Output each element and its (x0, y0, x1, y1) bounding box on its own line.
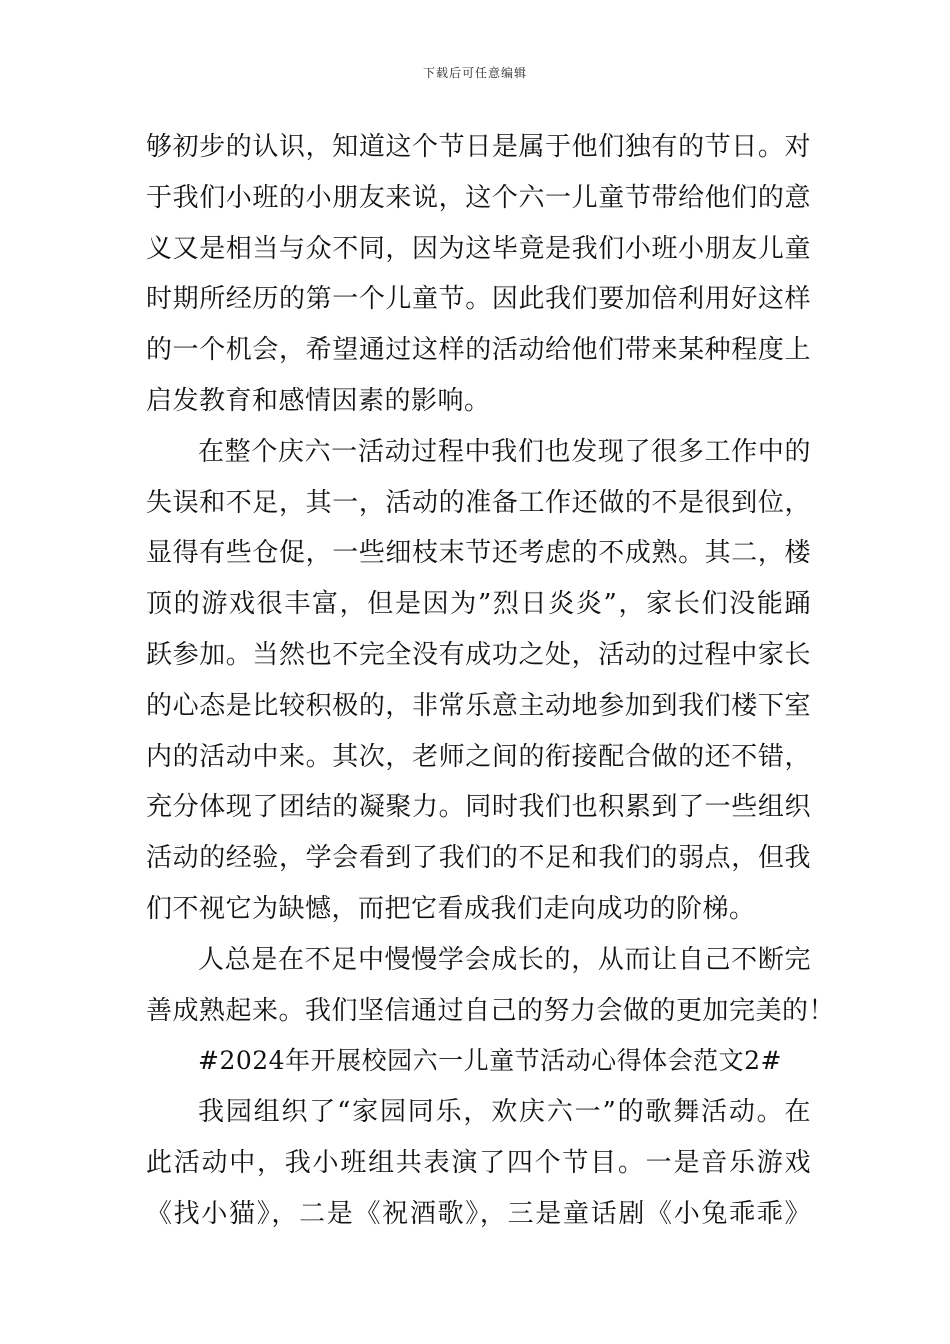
text-line: 的一个机会，希望通过这样的活动给他们带来某种程度上 (146, 335, 811, 366)
text-line: 义又是相当与众不同，因为这毕竟是我们小班小朋友儿童 (146, 233, 811, 264)
section-heading: #2024年开展校园六一儿童节活动心得体会范文2# (198, 1046, 782, 1076)
text-line: 充分体现了团结的凝聚力。同时我们也积累到了一些组织 (146, 792, 811, 823)
text-line: 此活动中，我小班组共表演了四个节目。一是音乐游戏 (146, 1147, 811, 1178)
text-line: 启发教育和感情因素的影响。 (146, 385, 491, 416)
text-line: 善成熟起来。我们坚信通过自己的努力会做的更加完美的！ (146, 995, 836, 1026)
paragraph-start-line: 人总是在不足中慢慢学会成长的，从而让自己不断完 (198, 944, 811, 975)
document-body (146, 122, 836, 1240)
text-line: 内的活动中来。其次，老师之间的衔接配合做的还不错， (146, 741, 811, 772)
text-line: 时期所经历的第一个儿童节。因此我们要加倍利用好这样 (146, 284, 811, 315)
page-header-note: 下载后可任意编辑 (422, 66, 527, 80)
text-line: 顶的游戏很丰富，但是因为”烈日炎炎”，家长们没能踊 (146, 589, 811, 620)
paragraph-start-line: 在整个庆六一活动过程中我们也发现了很多工作中的 (198, 436, 811, 467)
text-line: 跃参加。当然也不完全没有成功之处，活动的过程中家长 (146, 639, 811, 670)
text-line: 于我们小班的小朋友来说，这个六一儿童节带给他们的意 (146, 182, 811, 213)
text-line: 的心态是比较积极的，非常乐意主动地参加到我们楼下室 (146, 690, 811, 721)
paragraph-start-line: 我园组织了“家园同乐，欢庆六一”的歌舞活动。在 (198, 1097, 811, 1128)
text-line: 《找小猫》，二是《祝酒歌》，三是童话剧《小兔乖乖》 (146, 1198, 811, 1229)
text-line: 失误和不足，其一，活动的准备工作还做的不是很到位， (146, 487, 811, 518)
text-line: 显得有些仓促，一些细枝末节还考虑的不成熟。其二，楼 (146, 538, 811, 569)
text-line: 活动的经验，学会看到了我们的不足和我们的弱点，但我 (146, 843, 811, 874)
text-line: 们不视它为缺憾，而把它看成我们走向成功的阶梯。 (146, 893, 756, 924)
text-line: 够初步的认识，知道这个节日是属于他们独有的节日。对 (146, 132, 811, 162)
